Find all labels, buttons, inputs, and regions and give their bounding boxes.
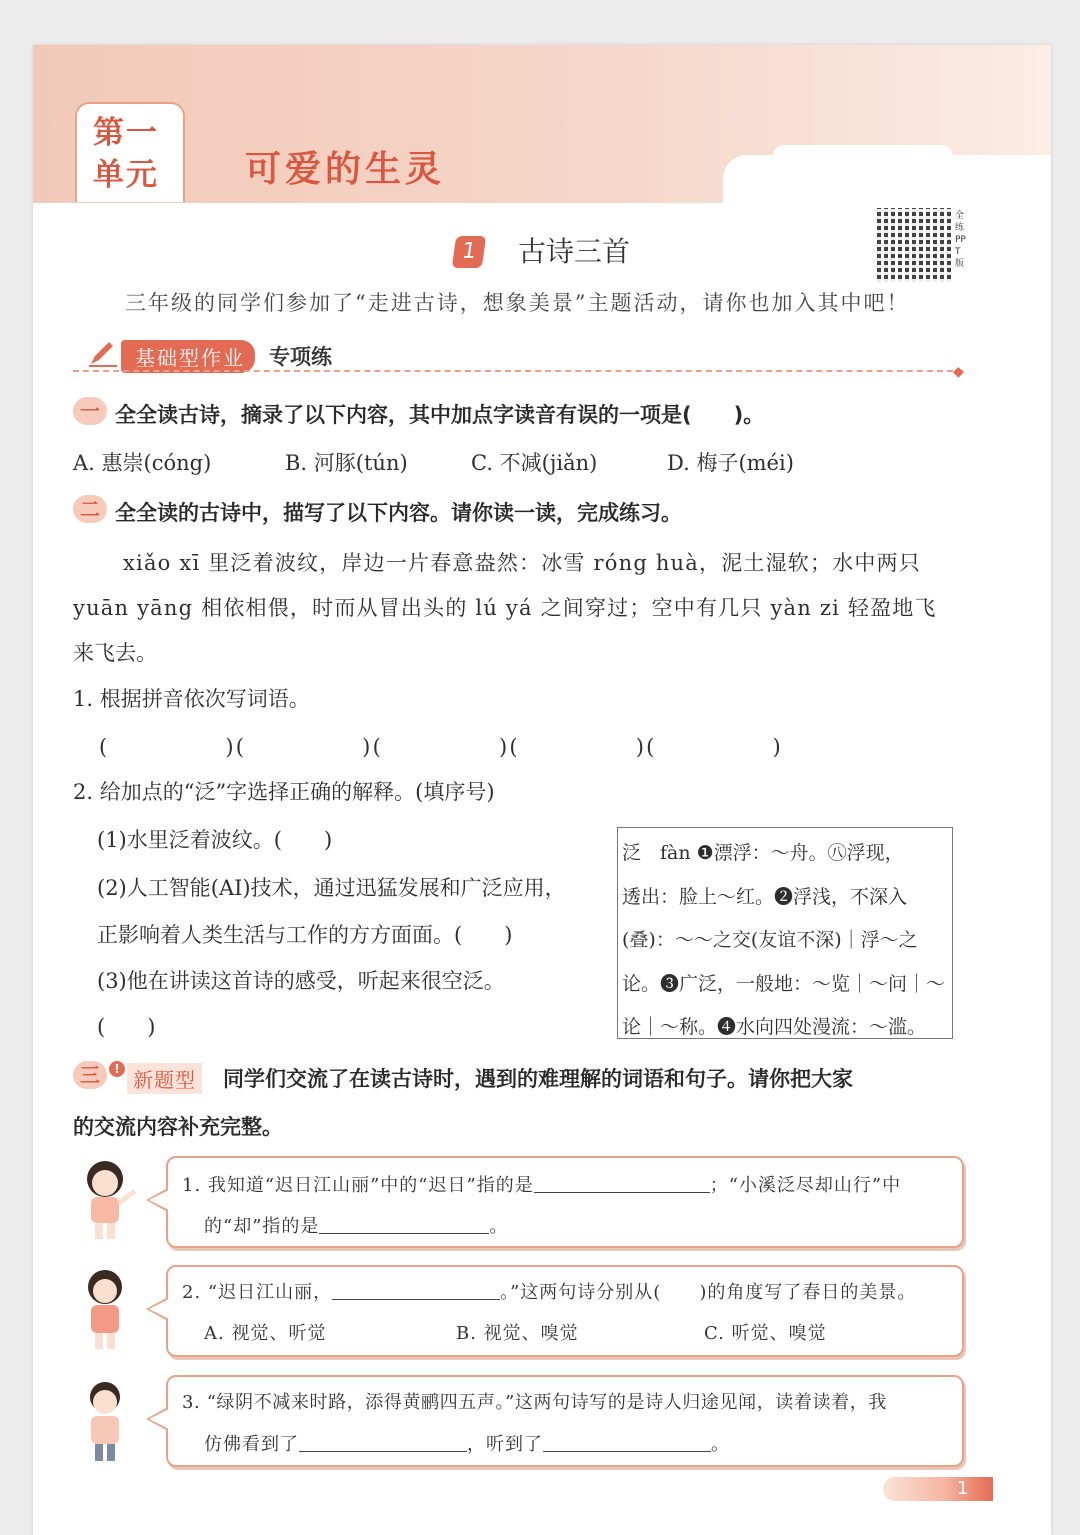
question-badge-1: 一 [73,397,107,425]
section-subtitle: 专项练 [269,345,332,369]
unit-label [75,102,185,202]
q1-option-a[interactable]: A. 惠崇(cóng) [73,451,212,475]
lesson-number: 1 [452,236,486,268]
sub-question-1: 1. 根据拼音依次写词语。 [73,687,310,711]
word-answer-blanks[interactable]: ( )( )( )( )( ) [99,735,783,759]
bubble1-text-a: 1. 我知道“迟日江山丽”中的“迟日”指的是 [182,1175,534,1196]
sub2-item-2b[interactable]: 正影响着人类生活与工作的方方面面。( ) [97,923,513,947]
new-type-label: 新题型 [127,1063,202,1094]
bubble1-text-b: ；“小溪泛尽却山行”中 [709,1175,902,1196]
bubble2-text-a: 2. “迟日江山丽， [182,1282,333,1303]
bubble3-line1: 3. “绿阴不减来时路，添得黄鹂四五声。”这两句诗写的是诗人归途见闻，读着读着，我 [182,1392,887,1413]
dict-line: (叠)：～～之交(友谊不深)｜浮～之 [622,929,918,951]
sub2-item-2a: (2)人工智能(AI)技术，通过迅猛发展和广泛应用， [97,876,566,900]
q1-option-b[interactable]: B. 河豚(tún) [285,451,408,475]
answer-bubble-3 [166,1375,964,1467]
bubble3-text-a: 仿佛看到了 [204,1434,299,1455]
question-1-text: 全全读古诗，摘录了以下内容，其中加点字读音有误的一项是( )。 [115,403,765,427]
divider-end-icon: ◆ [953,364,964,380]
bubble1-text-d: 。 [489,1216,509,1237]
sub2-item-3-blank[interactable]: ( ) [97,1015,156,1039]
page-number: 1 [957,1478,969,1499]
bubble3-line2 [204,1430,730,1456]
boy-student-icon [73,1375,143,1465]
girl-student-icon [73,1153,143,1243]
lesson-intro: 三年级的同学们参加了“走进古诗，想象美景”主题活动，请你也加入其中吧！ [125,291,910,315]
question-3-text-line2: 的交流内容补充完整。 [73,1115,283,1139]
exclamation-icon: ! [109,1061,125,1077]
blank-field[interactable] [319,1215,489,1234]
dict-line: 泛 fàn ❶漂浮：～舟。㊇浮现， [622,842,904,864]
answer-bubble-1 [166,1156,964,1248]
pencil-icon [87,338,117,368]
sub-question-2: 2. 给加点的“泛”字选择正确的解释。(填序号) [73,780,495,804]
q1-option-d[interactable]: D. 梅子(méi) [667,451,794,475]
question-3-text-line1: 同学们交流了在读古诗时，遇到的难理解的词语和句子。请你把大家 [223,1067,853,1091]
bubble3-text-c: 。 [711,1434,730,1455]
blank-field[interactable] [332,1281,500,1300]
bubble1-line1 [182,1171,901,1197]
girl-student-icon-2 [73,1263,143,1353]
banner-cloud-decoration-2 [773,145,953,167]
question-badge-3: 三 [73,1061,107,1089]
unit-label-line1: 第一 [93,115,159,151]
passage-line-2: yuān yāng 相依相偎，时而从冒出头的 lú yá 之间穿过；空中有几只 yàn zi 轻盈地飞 [73,596,937,620]
dictionary-entry-box [617,827,953,1039]
blank-field[interactable] [543,1433,711,1452]
bubble2-option-c[interactable]: C. 听觉、嗅觉 [704,1323,827,1344]
bubble2-line1 [182,1278,916,1304]
dict-line: 透出：脸上～红。❷浮浅，不深入 [622,885,908,908]
question-badge-2: 二 [73,495,107,523]
q1-option-c[interactable]: C. 不减(jiǎn) [471,451,598,475]
dict-line: 论。❸广泛，一般地：～览｜～问｜～ [622,972,946,995]
section-divider [73,370,963,372]
bubble2-option-a[interactable]: A. 视觉、听觉 [204,1323,327,1344]
bubble3-text-b: ，听到了 [467,1434,543,1455]
qr-code-label: 全练PPT版 [955,211,966,269]
workbook-page [33,45,1051,1535]
sub2-item-3: (3)他在讲读这首诗的感受，听起来很空泛。 [97,969,505,993]
page-number-bar [883,1477,993,1501]
passage-line-1: xiǎo xī 里泛着波纹，岸边一片春意盎然：冰雪 róng huà，泥土湿软；水中两只 [123,551,921,575]
qr-code-icon[interactable] [877,208,951,282]
blank-field[interactable] [534,1174,710,1193]
bubble2-option-b[interactable]: B. 视觉、嗅觉 [456,1323,579,1344]
passage-line-3: 来飞去。 [73,641,157,665]
bubble1-text-c: 的“却”指的是 [204,1216,320,1237]
question-2-text: 全全读的古诗中，描写了以下内容。请你读一读，完成练习。 [115,501,682,525]
section-tag: 基础型作业 [121,340,255,373]
unit-title: 可爱的生灵 [245,149,446,190]
bubble2-text-b: 。”这两句诗分别从( )的角度写了春日的美景。 [500,1282,917,1303]
sub2-item-1[interactable]: (1)水里泛着波纹。( ) [97,828,333,852]
unit-label-line2: 单元 [93,157,159,193]
bubble1-line2 [204,1212,508,1238]
dict-line: 论｜～称。❹水向四处漫流：～滥。 [622,1016,927,1038]
lesson-title: 古诗三首 [517,235,630,268]
blank-field[interactable] [299,1433,467,1452]
answer-bubble-2 [166,1265,964,1357]
